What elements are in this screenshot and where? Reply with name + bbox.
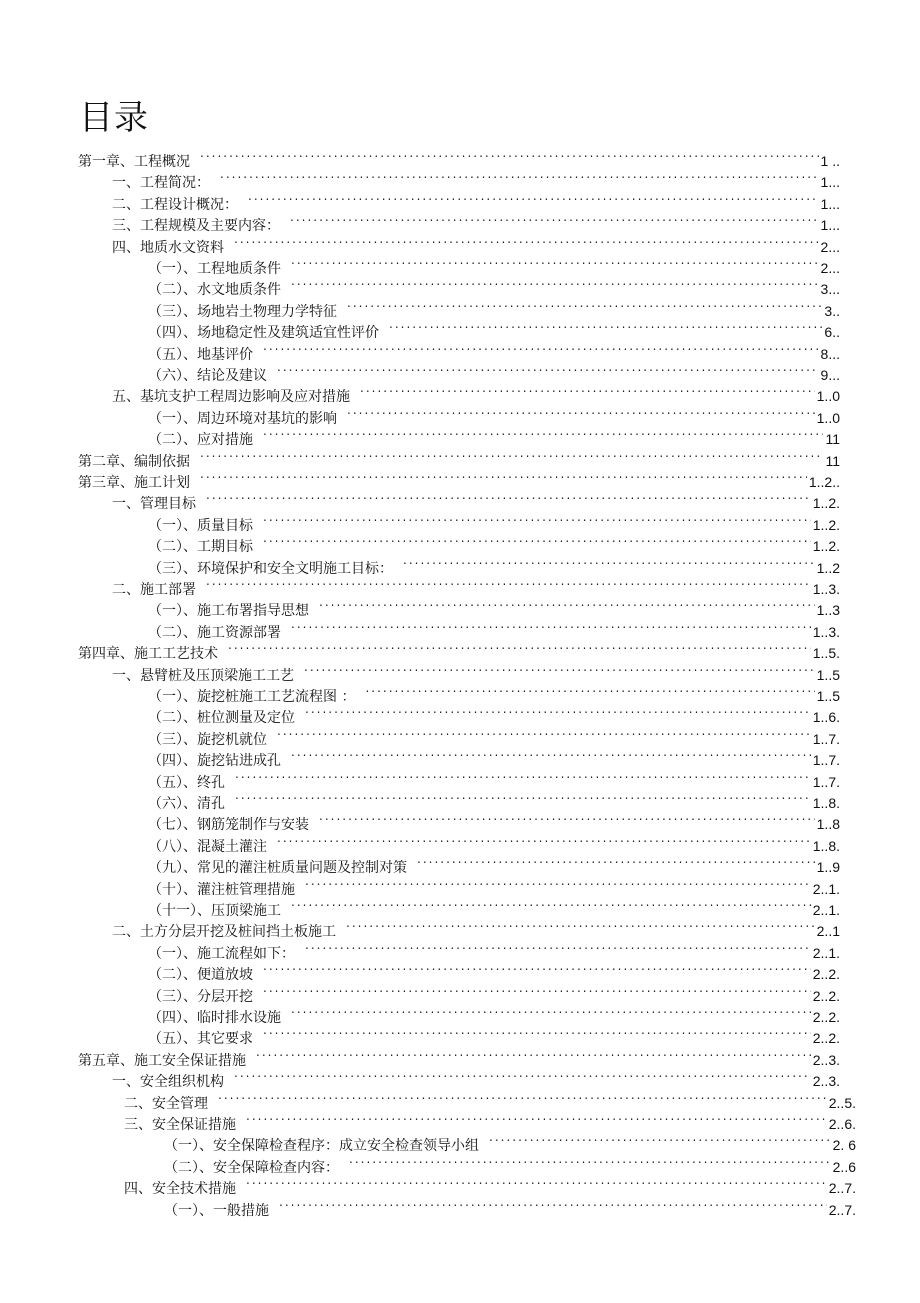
toc-dot-leader xyxy=(234,231,819,252)
toc-dot-leader xyxy=(200,466,807,487)
toc-entry-label: 第一章、工程概况 xyxy=(78,154,190,170)
toc-entry-page: 2. 6 xyxy=(832,1137,856,1154)
toc-entry[interactable] xyxy=(148,958,840,984)
toc-entry[interactable] xyxy=(112,209,840,235)
toc-entry-page: 2..2. xyxy=(812,1030,840,1047)
toc-dot-leader xyxy=(220,166,819,187)
toc-dot-leader xyxy=(263,980,811,1001)
toc-dot-leader xyxy=(263,509,811,530)
toc-entry[interactable] xyxy=(148,402,840,427)
toc-entry[interactable] xyxy=(78,466,840,491)
toc-entry-page: 1..2 xyxy=(816,559,840,576)
toc-entry[interactable] xyxy=(112,380,840,406)
toc-entry-page: 1..0 xyxy=(816,388,840,405)
toc-dot-leader xyxy=(277,723,811,744)
toc-dot-leader xyxy=(277,830,811,851)
toc-dot-leader xyxy=(291,894,811,915)
toc-entry-page: 2..6 xyxy=(832,1158,856,1175)
toc-entry[interactable] xyxy=(148,338,840,363)
toc-entry-page: 1..3 xyxy=(816,602,840,619)
toc-entry-page: 2..1. xyxy=(812,944,840,961)
toc-entry-page: 1... xyxy=(820,195,840,212)
toc-entry-page: 11 xyxy=(825,452,840,469)
toc-dot-leader xyxy=(304,659,815,680)
toc-dot-leader xyxy=(290,209,819,230)
toc-entry-label: （二）、工期目标 xyxy=(148,539,253,556)
toc-dot-leader xyxy=(248,188,819,209)
toc-entry[interactable] xyxy=(148,273,840,299)
toc-entry-label: （八）、混凝土灌注 xyxy=(148,838,267,855)
toc-entry-label: 五、基坑支护工程周边影响及应对措施 xyxy=(112,389,350,406)
toc-entry[interactable] xyxy=(148,359,840,384)
toc-dot-leader xyxy=(235,787,811,808)
toc-entry-page: 9... xyxy=(820,367,840,383)
toc-entry-label: （五）、其它要求 xyxy=(148,1031,253,1048)
toc-entry-label: （二）、施工资源部署 xyxy=(148,624,281,641)
toc-entry-label: 一、悬臂桩及压顶梁施工工艺 xyxy=(112,667,294,684)
toc-entry-page: 1..6. xyxy=(812,709,840,726)
toc-entry-page: 1..5 xyxy=(816,666,840,683)
toc-entry[interactable] xyxy=(112,487,840,513)
toc-entry-page: 1..0 xyxy=(816,409,840,426)
toc-entry-label: 一、安全组织机构 xyxy=(112,1074,224,1091)
toc-dot-leader xyxy=(246,1108,827,1129)
toc-dot-leader xyxy=(389,316,822,337)
toc-entry[interactable] xyxy=(148,787,840,812)
toc-entry[interactable] xyxy=(148,744,840,770)
toc-entry[interactable] xyxy=(148,894,840,919)
toc-entry[interactable] xyxy=(148,873,840,898)
toc-entry[interactable] xyxy=(148,423,840,449)
toc-entry-page: 6.. xyxy=(824,324,840,341)
toc-entry-label: （一）、周边环境对基坑的影响 xyxy=(148,410,337,427)
toc-dot-leader xyxy=(277,359,819,380)
toc-entry[interactable] xyxy=(124,1172,856,1198)
toc-entry-label: （六）、清孔 xyxy=(148,796,225,812)
toc-entry[interactable] xyxy=(112,188,840,213)
toc-entry-page: 2..2. xyxy=(812,987,840,1004)
toc-entry[interactable] xyxy=(148,1001,840,1026)
toc-entry-label: （二）、应对措施 xyxy=(148,432,253,449)
toc-entry[interactable] xyxy=(148,830,840,855)
toc-entry-page: 3... xyxy=(820,281,840,298)
toc-entry-label: 四、地质水文资料 xyxy=(112,239,224,256)
toc-entry-label: （三）、旋挖机就位 xyxy=(148,731,267,748)
toc-entry-label: 三、工程规模及主要内容： xyxy=(112,218,280,235)
toc-entry[interactable] xyxy=(78,145,840,170)
toc-dot-leader xyxy=(256,1044,811,1065)
toc-entry[interactable] xyxy=(112,659,840,684)
toc-dot-leader xyxy=(246,1172,827,1193)
toc-entry-label: （一）、施工布署指导思想 xyxy=(148,603,309,620)
toc-entry-label: （四）、旋挖钻进成孔 xyxy=(148,753,281,770)
toc-entry[interactable] xyxy=(148,766,840,791)
toc-dot-leader xyxy=(228,637,811,658)
toc-dot-leader xyxy=(263,530,811,551)
toc-dot-leader xyxy=(263,958,811,979)
toc-entry-page: 2..1 xyxy=(816,923,840,940)
toc-entry-page: 2..1. xyxy=(812,880,840,897)
toc-entry-label: （二）、水文地质条件 xyxy=(148,282,281,299)
toc-entry-label: 三、安全保证措施 xyxy=(124,1117,236,1133)
toc-entry[interactable] xyxy=(148,295,840,320)
toc-entry[interactable] xyxy=(148,937,840,962)
toc-dot-leader xyxy=(489,1129,831,1150)
toc-entry-page: 11 xyxy=(825,431,840,448)
toc-entry-page: 1..9 xyxy=(816,859,840,876)
toc-entry-label: 第三章、施工计划 xyxy=(78,475,190,491)
toc-entry[interactable] xyxy=(124,1087,856,1112)
toc-entry[interactable] xyxy=(148,808,840,834)
toc-entry-label: 第二章、编制依据 xyxy=(78,453,190,470)
toc-entry-page: 1..2. xyxy=(812,516,840,533)
toc-entry[interactable] xyxy=(164,1129,856,1155)
toc-entry-label: （三）、分层开挖 xyxy=(148,988,253,1005)
toc-entry[interactable] xyxy=(148,723,840,748)
toc-entry-page: 2..5. xyxy=(828,1094,856,1111)
toc-entry[interactable] xyxy=(148,509,840,534)
toc-entry-page: 1..5. xyxy=(812,645,840,662)
toc-dot-leader xyxy=(349,1151,831,1172)
toc-dot-leader xyxy=(347,402,815,423)
toc-entry-page: 3.. xyxy=(824,302,840,319)
toc-entry[interactable] xyxy=(148,1022,840,1048)
toc-entry-label: 第四章、施工工艺技术 xyxy=(78,646,218,663)
toc-entry[interactable] xyxy=(148,594,840,620)
toc-entry-page: 1... xyxy=(820,217,840,234)
toc-dot-leader xyxy=(365,680,814,701)
toc-dot-leader xyxy=(305,937,811,958)
toc-entry[interactable] xyxy=(112,1065,840,1091)
toc-entry-label: （二）、桩位测量及定位 xyxy=(148,710,295,727)
toc-entry-page: 1..7. xyxy=(812,730,840,747)
toc-dot-leader xyxy=(291,616,811,637)
toc-dot-leader xyxy=(291,252,819,273)
toc-entry[interactable] xyxy=(148,680,840,705)
toc-dot-leader xyxy=(263,338,819,359)
toc-entry[interactable] xyxy=(148,530,840,556)
toc-entry-page: 8... xyxy=(820,345,840,362)
toc-entry-page: 2..2. xyxy=(812,966,840,983)
toc-entry-label: （一）、安全保障检查程序：成立安全检查领导小组 xyxy=(164,1138,479,1155)
toc-entry-label: （一）、工程地质条件 xyxy=(148,261,281,277)
toc-entry[interactable] xyxy=(124,1108,856,1133)
toc-entry[interactable] xyxy=(112,166,840,192)
toc-entry[interactable] xyxy=(148,616,840,641)
toc-entry[interactable] xyxy=(112,231,840,256)
toc-dot-leader xyxy=(234,1065,811,1086)
toc-dot-leader xyxy=(263,1022,811,1043)
toc-entry-label: （四）、临时排水设施 xyxy=(148,1010,281,1026)
toc-entry[interactable] xyxy=(148,851,840,877)
toc-dot-leader xyxy=(200,445,823,466)
toc-entry-page: 1..7. xyxy=(812,773,840,790)
page-title: 目录 xyxy=(79,98,149,138)
toc-entry-page: 2..1. xyxy=(812,902,840,918)
toc-entry-label: 四、安全技术措施 xyxy=(124,1181,236,1198)
toc-entry[interactable] xyxy=(148,552,840,577)
toc-dot-leader xyxy=(206,487,811,508)
toc-entry-label: （一）、旋挖桩施工工艺流程图 ： xyxy=(148,689,356,705)
toc-dot-leader xyxy=(263,423,823,444)
toc-entry-page: 2... xyxy=(820,260,840,276)
toc-entry-page: 2..7. xyxy=(828,1201,856,1218)
toc-entry-page: 2..3. xyxy=(812,1051,840,1068)
toc-entry[interactable] xyxy=(78,637,840,663)
toc-entry-label: （五）、终孔 xyxy=(148,774,225,791)
toc-entry-page: 1..8. xyxy=(812,837,840,854)
toc-dot-leader xyxy=(346,915,815,936)
toc-entry-page: 1..8 xyxy=(816,816,840,833)
toc-dot-leader xyxy=(319,594,815,615)
toc-dot-leader xyxy=(200,145,819,166)
toc-dot-leader xyxy=(347,295,822,316)
toc-dot-leader xyxy=(360,380,815,401)
toc-entry[interactable] xyxy=(164,1194,856,1219)
toc-entry-label: （二）、安全保障检查内容： xyxy=(164,1159,339,1176)
toc-dot-leader xyxy=(305,701,811,722)
toc-entry[interactable] xyxy=(112,915,840,941)
toc-entry-page: 1..3. xyxy=(812,623,840,640)
toc-entry[interactable] xyxy=(148,980,840,1005)
toc-dot-leader xyxy=(319,808,815,829)
toc-entry-label: （五）、地基评价 xyxy=(148,346,253,363)
toc-entry-label: 一、工程简况： xyxy=(112,175,210,192)
toc-entry-label: （一）、一般措施 xyxy=(164,1202,269,1219)
toc-entry-label: （三）、场地岩土物理力学特征 xyxy=(148,303,337,320)
toc-dot-leader xyxy=(291,273,819,294)
toc-entry-label: （十）、灌注桩管理措施 xyxy=(148,881,295,898)
toc-entry-label: 第五章、施工安全保证措施 xyxy=(78,1052,246,1069)
toc-entry-label: 二、土方分层开挖及桩间挡土板施工 xyxy=(112,924,336,941)
toc-dot-leader xyxy=(305,873,811,894)
toc-entry-page: 1..2. xyxy=(812,495,840,512)
toc-entry-label: （六）、结论及建议 xyxy=(148,368,267,384)
toc-entry-page: 1..7. xyxy=(812,752,840,769)
toc-entry-label: 二、安全管理 xyxy=(124,1095,208,1112)
toc-entry-label: 一、管理目标 xyxy=(112,496,196,513)
toc-entry-page: 1..2. xyxy=(812,538,840,555)
toc-entry[interactable] xyxy=(112,573,840,598)
toc-entry[interactable] xyxy=(148,252,840,277)
toc-entry-label: （三）、环境保护和安全文明施工目标： xyxy=(148,560,393,577)
toc-entry-page: 2..2. xyxy=(812,1009,840,1025)
toc-entry[interactable] xyxy=(78,1044,840,1069)
toc-entry-label: （二）、便道放坡 xyxy=(148,967,253,984)
toc-dot-leader xyxy=(206,573,811,594)
toc-dot-leader xyxy=(235,766,811,787)
toc-entry-label: （一）、质量目标 xyxy=(148,517,253,534)
toc-entry-page: 1..2.. xyxy=(808,474,840,490)
toc-entry-label: 二、工程设计概况： xyxy=(112,196,238,213)
toc-dot-leader xyxy=(417,851,815,872)
toc-entry-page: 1..3. xyxy=(812,581,840,597)
toc-entry-page: 2..7. xyxy=(828,1180,856,1197)
toc-entry-label: （七）、钢筋笼制作与安装 xyxy=(148,817,309,834)
toc-entry-page: 2..3. xyxy=(812,1073,840,1090)
toc-dot-leader xyxy=(279,1194,827,1215)
toc-dot-leader xyxy=(403,552,815,573)
toc-entry-page: 2..6. xyxy=(828,1116,856,1132)
toc-dot-leader xyxy=(291,1001,811,1022)
toc-dot-leader xyxy=(218,1087,827,1108)
toc-entry[interactable] xyxy=(148,701,840,727)
toc-entry-label: （十一）、压顶梁施工 xyxy=(148,903,281,919)
toc-entry-page: 1..5 xyxy=(816,688,840,704)
toc-entry-label: （九）、常见的灌注桩质量问题及控制对策 xyxy=(148,860,407,877)
toc-entry-page: 1... xyxy=(820,174,840,191)
toc-entry-page: 1..8. xyxy=(812,795,840,811)
toc-entry-label: （四）、场地稳定性及建筑适宜性评价 xyxy=(148,325,379,342)
toc-entry[interactable] xyxy=(78,445,840,470)
toc-entry-label: （一）、施工流程如下： xyxy=(148,945,295,962)
toc-entry-page: 2... xyxy=(820,238,840,255)
toc-dot-leader xyxy=(291,744,811,765)
toc-entry-page: 1 .. xyxy=(820,153,840,169)
toc-entry[interactable] xyxy=(148,316,840,342)
toc-entry-label: 二、施工部署 xyxy=(112,582,196,598)
toc-entry[interactable] xyxy=(164,1151,856,1176)
